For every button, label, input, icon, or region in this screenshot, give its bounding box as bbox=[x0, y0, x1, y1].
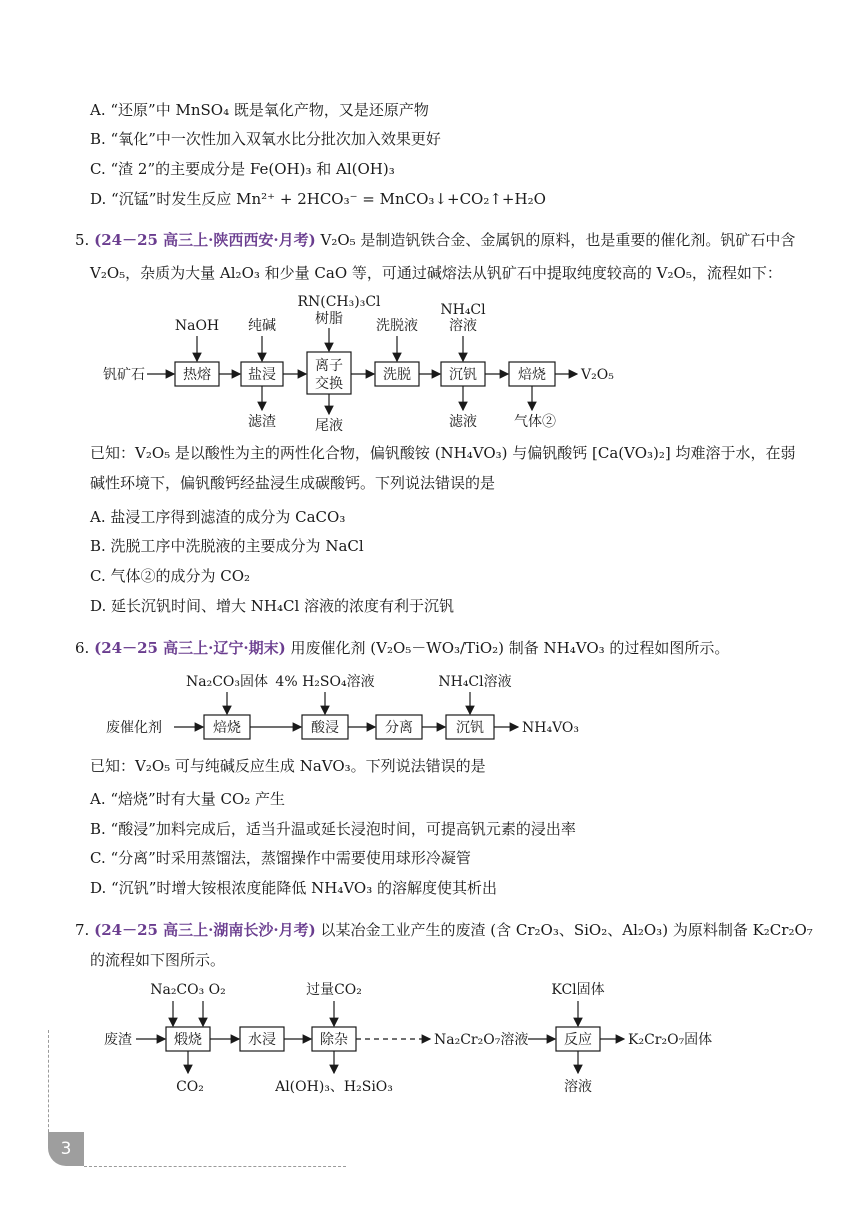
q5-stem-line1 bbox=[75, 229, 795, 251]
q5-step-2: 盐浸 bbox=[248, 367, 276, 383]
q6-option-c: C. “分离”时采用蒸馏法，蒸馏操作中需要使用球形冷凝管 bbox=[90, 849, 471, 867]
q6-step-3: 分离 bbox=[385, 720, 413, 736]
q6-stem bbox=[75, 637, 729, 659]
q6-input-2: 4% H₂SO₄溶液 bbox=[275, 674, 375, 690]
page-corner-dashed-vertical bbox=[48, 1030, 49, 1142]
q7-step-3: 除杂 bbox=[320, 1032, 348, 1048]
q7-number: 7. bbox=[75, 921, 90, 939]
q7-stem-line2: 的流程如下图所示。 bbox=[90, 951, 226, 969]
q6-step-1: 焙烧 bbox=[213, 720, 241, 736]
page-corner-dashed-horizontal bbox=[84, 1166, 346, 1167]
q7-output-2: Al(OH)₃、H₂SiO₃ bbox=[275, 1079, 393, 1095]
q5-step-6: 焙烧 bbox=[518, 367, 546, 383]
q4-option-a: A. “还原”中 MnSO₄ 既是氧化产物，又是还原产物 bbox=[90, 101, 429, 119]
q6-option-a: A. “焙烧”时有大量 CO₂ 产生 bbox=[90, 790, 286, 808]
q7-step-4: 反应 bbox=[564, 1032, 592, 1048]
q7-input-2: 过量CO₂ bbox=[306, 982, 362, 998]
q5-product: V₂O₅ bbox=[581, 367, 614, 383]
q7-step-2: 水浸 bbox=[248, 1032, 276, 1048]
q7-start: 废渣 bbox=[104, 1032, 132, 1048]
q6-flowchart bbox=[100, 668, 620, 748]
q7-output-1: CO₂ bbox=[176, 1079, 204, 1095]
q5-input-nh4cl: NH₄Cl bbox=[440, 302, 486, 318]
page-number: 3 bbox=[48, 1132, 84, 1166]
q6-number: 6. bbox=[75, 639, 90, 657]
q7-step-1: 煅烧 bbox=[174, 1032, 202, 1048]
q7-stem-text: 以某冶金工业产生的废渣 (含 Cr₂O₃、SiO₂、Al₂O₃) 为原料制备 K₂Cr₂O₇ bbox=[320, 921, 813, 939]
q6-step-2: 酸浸 bbox=[311, 720, 339, 736]
q6-option-d: D. “沉钒”时增大铵根浓度能降低 NH₄VO₃ 的溶解度使其析出 bbox=[90, 879, 498, 897]
q5-input-soda: 纯碱 bbox=[248, 318, 276, 334]
q7-source: (24－25 高三上·湖南长沙·月考) bbox=[94, 921, 316, 939]
q5-option-a: A. 盐浸工序得到滤渣的成分为 CaCO₃ bbox=[90, 508, 346, 526]
q5-option-d: D. 延长沉钒时间、增大 NH₄Cl 溶液的浓度有利于沉钒 bbox=[90, 597, 455, 615]
q6-stem-text: 用废催化剂 (V₂O₅－WO₃/TiO₂) 制备 NH₄VO₃ 的过程如图所示。 bbox=[290, 639, 730, 657]
q5-flowchart bbox=[95, 290, 655, 440]
q7-mid: Na₂Cr₂O₇溶液 bbox=[434, 1032, 529, 1048]
q5-option-c: C. 气体②的成分为 CO₂ bbox=[90, 567, 251, 585]
q5-output-gas: 气体② bbox=[514, 414, 556, 430]
q7-input-1: Na₂CO₃ O₂ bbox=[150, 982, 226, 998]
q5-input-naoh: NaOH bbox=[174, 318, 220, 334]
q6-step-4: 沉钒 bbox=[456, 720, 484, 736]
q5-output-residue: 滤渣 bbox=[248, 414, 276, 430]
q7-stem-line1 bbox=[75, 919, 813, 941]
q5-step-4: 洗脱 bbox=[383, 367, 411, 383]
q6-product: NH₄VO₃ bbox=[522, 720, 580, 736]
q5-known-line1: 已知：V₂O₅ 是以酸性为主的两性化合物，偏钒酸铵 (NH₄VO₃) 与偏钒酸钙 [Ca(VO₃)₂] 均难溶于水，在弱 bbox=[90, 444, 796, 462]
q6-input-3: NH₄Cl溶液 bbox=[438, 674, 512, 690]
q5-step-1: 热熔 bbox=[183, 367, 211, 383]
q5-step-3a: 离子 bbox=[315, 358, 343, 374]
q4-option-d: D. “沉锰”时发生反应 Mn²⁺ + 2HCO₃⁻ = MnCO₃↓+CO₂↑+H₂O bbox=[90, 190, 546, 208]
q6-source: (24－25 高三上·辽宁·期末) bbox=[94, 639, 286, 657]
q5-stem-text: V₂O₅ 是制造钒铁合金、金属钒的原料，也是重要的催化剂。钒矿石中含 bbox=[320, 231, 796, 249]
q5-step-3b: 交换 bbox=[315, 376, 343, 392]
q5-stem-line2: V₂O₅，杂质为大量 Al₂O₃ 和少量 CaO 等，可通过碱熔法从钒矿石中提取纯度较高的 V₂O₅，流程如下： bbox=[90, 264, 782, 282]
q7-input-3: KCl固体 bbox=[551, 982, 605, 998]
q4-option-c: C. “渣 2”的主要成分是 Fe(OH)₃ 和 Al(OH)₃ bbox=[90, 160, 395, 178]
q5-input-eluent: 洗脱液 bbox=[376, 318, 418, 334]
q5-input-resin-a: RN(CH₃)₃Cl bbox=[297, 294, 381, 310]
q6-start: 废催化剂 bbox=[106, 720, 162, 736]
q5-number: 5. bbox=[75, 231, 90, 249]
q7-flowchart bbox=[100, 975, 760, 1105]
q5-input-solution: 溶液 bbox=[449, 318, 477, 334]
q4-option-b: B. “氧化”中一次性加入双氧水比分批次加入效果更好 bbox=[90, 130, 441, 148]
q7-product: K₂Cr₂O₇固体 bbox=[628, 1032, 713, 1048]
q7-output-3: 溶液 bbox=[564, 1079, 592, 1095]
q5-source: (24－25 高三上·陕西西安·月考) bbox=[94, 231, 316, 249]
q5-step-5: 沉钒 bbox=[449, 367, 477, 383]
q5-known-line2: 碱性环境下，偏钒酸钙经盐浸生成碳酸钙。下列说法错误的是 bbox=[90, 474, 496, 492]
q6-option-b: B. “酸浸”加料完成后，适当升温或延长浸泡时间，可提高钒元素的浸出率 bbox=[90, 820, 576, 838]
q6-input-1: Na₂CO₃固体 bbox=[185, 674, 269, 690]
q5-output-tail: 尾液 bbox=[315, 418, 343, 434]
q5-input-resin-b: 树脂 bbox=[315, 311, 343, 327]
q5-output-filtrate: 滤液 bbox=[449, 414, 477, 430]
q5-start: 钒矿石 bbox=[103, 367, 145, 383]
q6-known: 已知：V₂O₅ 可与纯碱反应生成 NaVO₃。下列说法错误的是 bbox=[90, 757, 486, 775]
q5-option-b: B. 洗脱工序中洗脱液的主要成分为 NaCl bbox=[90, 537, 364, 555]
